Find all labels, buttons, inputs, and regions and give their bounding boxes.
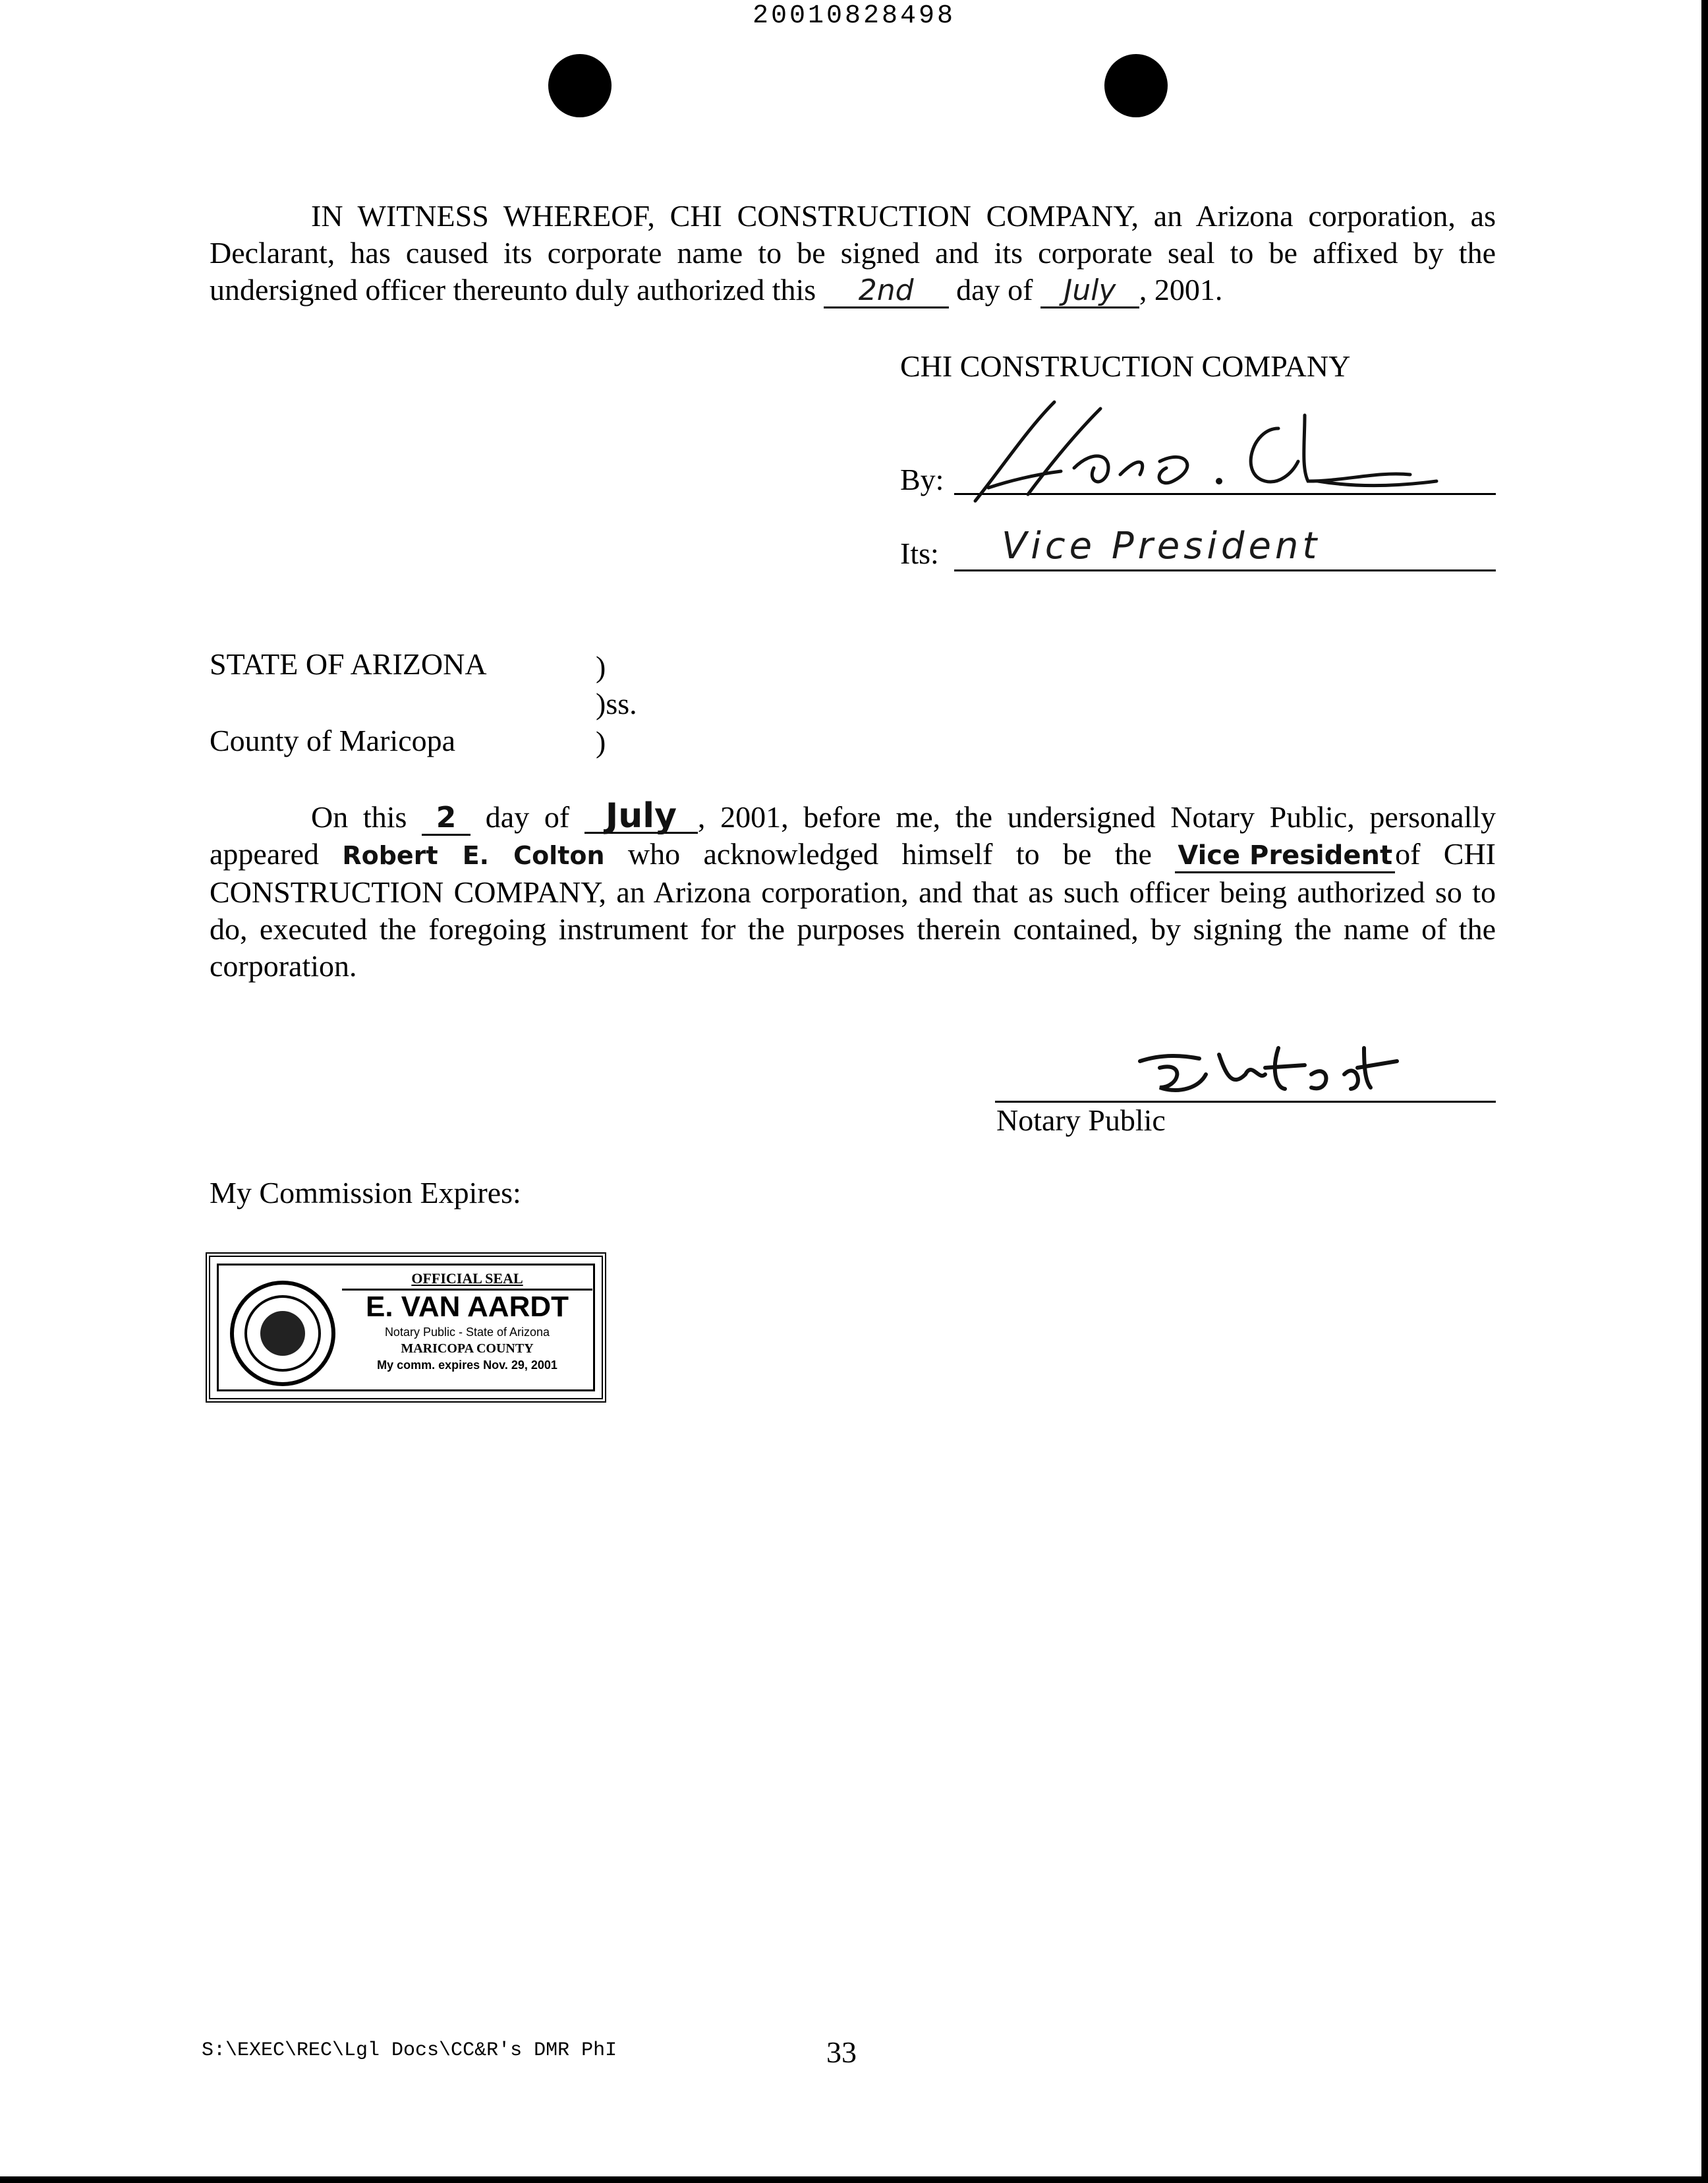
ack-text-3: of CHI CONSTRUCTION COMPANY, an Arizona corporation, and that as such officer being authorized so to do, executed the foregoing instrument for the purposes therein contained, by signing the name of the corporation. — [210, 837, 1496, 983]
witness-year: , 2001. — [1139, 273, 1223, 306]
stamp-line-3: My comm. expires Nov. 29, 2001 — [377, 1358, 557, 1372]
footer-file-path: S:\EXEC\REC\Lgl Docs\CC&R's DMR PhI — [202, 2039, 617, 2062]
acknowledgment-paragraph — [210, 796, 1496, 985]
witness-month-field: July — [1040, 275, 1139, 308]
ack-title-field: Vice President — [1175, 840, 1395, 873]
punch-hole-right — [1104, 54, 1168, 117]
witness-text: IN WITNESS WHEREOF, CHI CONSTRUCTION COMPANY, an Arizona corporation, as Declarant, has caused its corporate name to be signed and its corporate seal to be affixed by the undersigned officer thereunto duly authorized this — [210, 199, 1496, 306]
stamp-line-2: MARICOPA COUNTY — [401, 1341, 534, 1356]
document-number: 20010828498 — [752, 1, 956, 31]
page-number: 33 — [826, 2035, 857, 2069]
punch-hole-left — [548, 54, 612, 117]
its-title-line — [954, 569, 1496, 571]
stamp-line-1: Notary Public - State of Arizona — [384, 1325, 550, 1339]
seal-center — [260, 1311, 305, 1356]
notary-stamp — [206, 1252, 606, 1403]
ack-text-2: who acknowledged himself to be the — [627, 837, 1152, 871]
scan-border-right — [1701, 0, 1708, 2183]
ack-on-this: On this — [311, 800, 407, 834]
by-label: By: — [900, 463, 944, 496]
its-label: Its: — [900, 537, 939, 570]
venue-state: STATE OF ARIZONA — [210, 647, 487, 681]
witness-day-of: day of — [956, 273, 1033, 306]
notary-signature — [1133, 1035, 1410, 1101]
witness-day-field: 2nd — [824, 275, 949, 308]
ack-day-field: 2 — [422, 802, 470, 836]
ack-day-of: day of — [485, 800, 570, 834]
commission-label: My Commission Expires: — [210, 1176, 521, 1209]
officer-title-handwritten: Vice President — [1002, 525, 1321, 568]
officer-signature — [949, 389, 1450, 508]
witness-paragraph — [210, 198, 1496, 308]
company-name: CHI CONSTRUCTION COMPANY — [900, 349, 1351, 383]
scan-border-bottom — [0, 2176, 1708, 2183]
venue-county: County of Maricopa — [210, 724, 456, 757]
stamp-heading: OFFICIAL SEAL — [411, 1270, 523, 1287]
venue-ss: )ss. — [596, 687, 637, 720]
ack-text-1: , 2001, before me, the undersigned Notary Public, personally appeared — [210, 800, 1496, 871]
ack-appeared-name: Robert E. Colton — [342, 841, 605, 870]
venue-paren-top: ) — [596, 650, 606, 684]
stamp-notary-name: E. VAN AARDT — [342, 1289, 592, 1324]
notary-label: Notary Public — [996, 1103, 1166, 1137]
ack-month-field: July — [584, 800, 698, 834]
venue-paren-bottom: ) — [596, 725, 606, 759]
